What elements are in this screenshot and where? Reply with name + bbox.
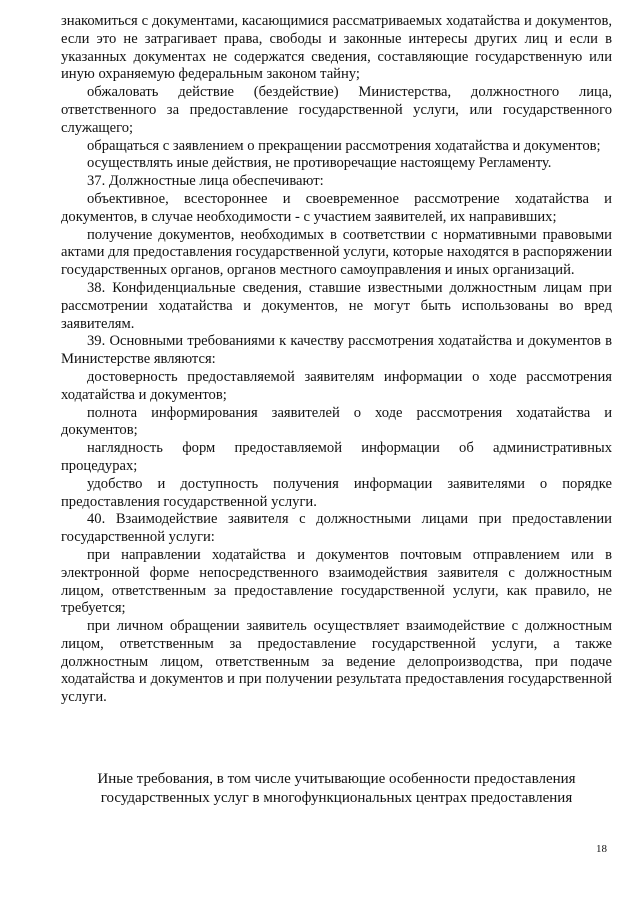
paragraph: 39. Основными требованиями к качеству рассмотрения ходатайства и документов в Министерстве являются:	[61, 333, 612, 368]
paragraph: 40. Взаимодействие заявителя с должностными лицами при предоставлении государственной услуги:	[61, 511, 612, 546]
paragraph: удобство и доступность получения информации заявителями о порядке предоставления государственной услуги.	[61, 475, 612, 510]
paragraph: обращаться с заявлением о прекращении рассмотрения ходатайства и документов;	[87, 137, 601, 154]
paragraph: знакомиться с документами, касающимися рассматриваемых ходатайства и документов, если это не затрагивает права, свободы и законные интересы других лиц и если в указанных документах не содержатся сведения, составляющие государственную или иную охраняемую федеральным законом тайну;	[61, 13, 612, 83]
section-heading-line: государственных услуг в многофункциональных центрах предоставления	[100, 790, 573, 806]
paragraph: при личном обращении заявитель осуществляет взаимодействие с должностным лицом, ответственным за предоставление государственной услуги, а также должностным лицом, ответственным за ведение делопроизводства, при подаче ходатайства и документов и при получении результата предоставления государственной услуги.	[61, 618, 612, 706]
paragraph: достоверность предоставляемой заявителям информации о ходе рассмотрения ходатайства и документов;	[61, 368, 612, 403]
body-text	[61, 13, 612, 707]
section-heading	[61, 770, 612, 808]
paragraph: наглядность форм предоставляемой информации об административных процедурах;	[61, 440, 612, 474]
paragraph: обжаловать действие (бездействие) Министерства, должностного лица, ответственного за предоставление государственной услуги, или государственного служащего;	[61, 84, 612, 136]
paragraph: объективное, всестороннее и своевременное рассмотрение ходатайства и документов, в случае необходимости - с участием заявителей, их направивших;	[61, 190, 612, 225]
paragraph: полнота информирования заявителей о ходе рассмотрения ходатайства и документов;	[61, 404, 612, 439]
section-heading-line: Иные требования, в том числе учитывающие особенности предоставления	[97, 771, 576, 787]
paragraph: осуществлять иные действия, не противоречащие настоящему Регламенту.	[87, 155, 552, 172]
paragraph: 38. Конфиденциальные сведения, ставшие известными должностным лицам при рассмотрении ходатайства и документов, не могут быть использованы во вред заявителям.	[61, 279, 612, 332]
paragraph: при направлении ходатайства и документов почтовым отправлением или в электронной форме непосредственного взаимодействия заявителя с должностным лицом, ответственным за предоставление государственной услуги, как правило, не требуется;	[61, 546, 612, 617]
paragraph: получение документов, необходимых в соответствии с нормативными правовыми актами для предоставления государственной услуги, которые находятся в распоряжении государственных органов, органов местного самоуправления и иных организаций.	[61, 226, 613, 279]
page-number: 18	[596, 843, 607, 855]
paragraph: 37. Должностные лица обеспечивают:	[87, 173, 324, 190]
